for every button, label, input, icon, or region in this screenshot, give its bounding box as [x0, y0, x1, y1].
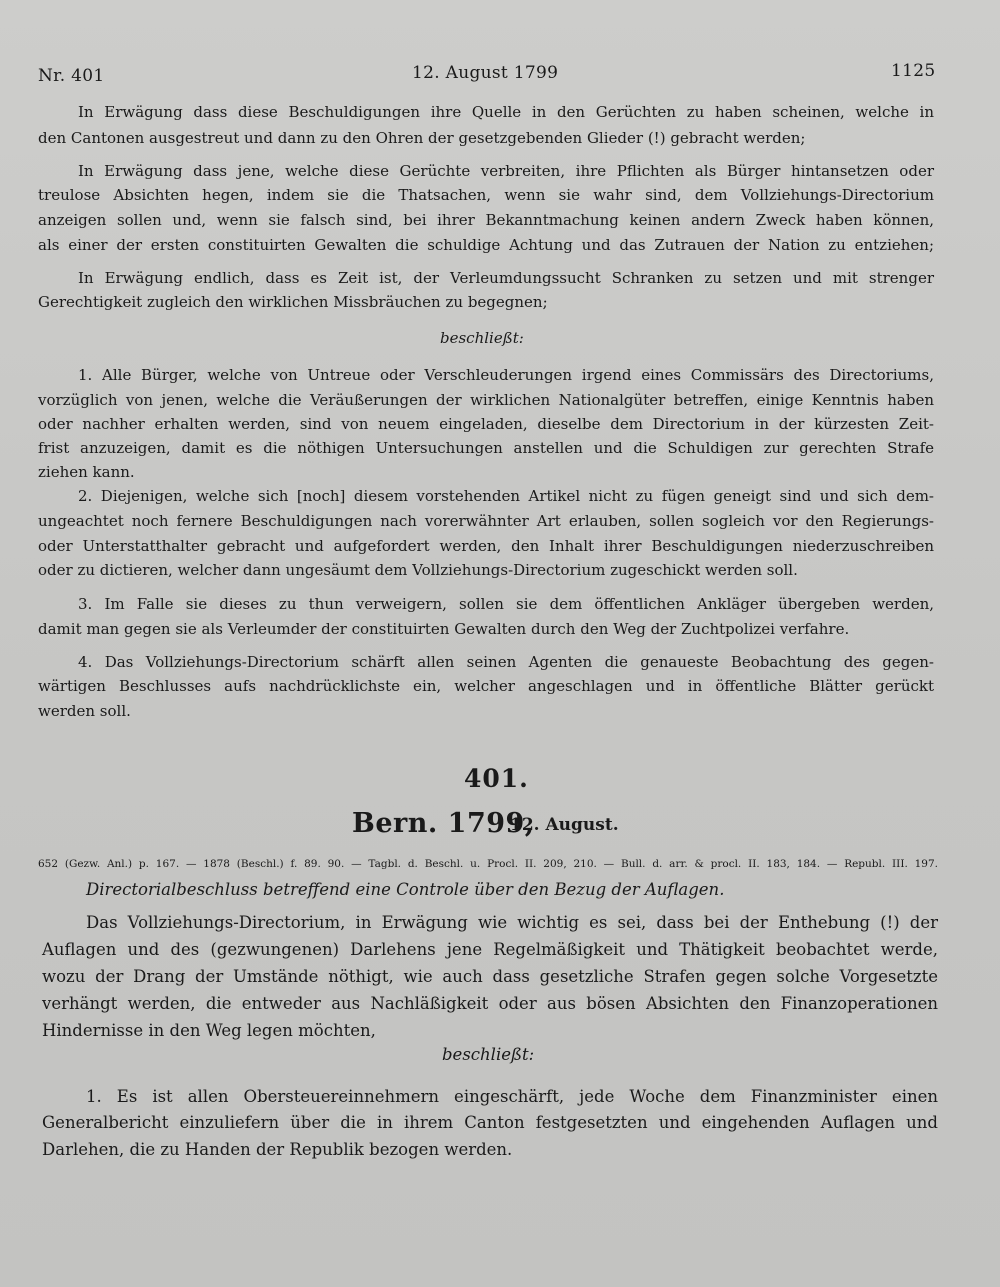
paragraph-line: Generalbericht einzuliefern über die in ihrem Canton festgesetzten und eingehenden Auflagen und — [42, 1113, 938, 1132]
paragraph-line: damit man gegen sie als Verleumder der constituirten Gewalten durch den Weg der Zuchtpolizei verfahre. — [38, 620, 850, 638]
paragraph-line: oder zu dictieren, welcher dann ungesäumt dem Vollziehungs-Directorium zugeschickt werden soll. — [38, 561, 798, 579]
sources-line: 652 (Gezw. Anl.) p. 167. — 1878 (Beschl.) f. 89. 90. — Tagbl. d. Beschl. u. Procl. II. 209, 210. — Bull. d. arr. & procl. II. 183, 184. — Republ. III. 197. — [38, 858, 938, 870]
section-title: Directorialbeschluss betreffend eine Controle über den Bezug der Auflagen. — [86, 880, 725, 899]
paragraph-line: Gerechtigkeit zugleich den wirklichen Missbräuchen zu begegnen; — [38, 293, 548, 311]
paragraph-line: wozu der Drang der Umstände nöthigt, wie auch dass gesetzliche Strafen gegen solche Vorgesetzte — [42, 967, 938, 986]
paragraph-line: oder Unterstatthalter gebracht und aufgefordert werden, den Inhalt ihrer Beschuldigungen niederzuschreiben — [38, 537, 934, 555]
paragraph-line: als einer der ersten constituirten Gewalten die schuldige Achtung und das Zutrauen der Nation zu entziehen; — [38, 236, 934, 254]
paragraph-line: In Erwägung dass jene, welche diese Gerüchte verbreiten, ihre Pflichten als Bürger hintansetzen oder — [78, 162, 934, 180]
paragraph-line: 1. Alle Bürger, welche von Untreue oder Verschleuderungen irgend eines Commissärs des Directoriums, — [78, 366, 934, 384]
paragraph-line: oder nachher erhalten werden, sind von neuem eingeladen, dieselbe dem Directorium in der kürzesten Zeit- — [38, 415, 934, 433]
paragraph-line: 1. Es ist allen Obersteuereinnehmern eingeschärft, jede Woche dem Finanzminister einen — [86, 1087, 938, 1106]
paragraph-line: ungeachtet noch fernere Beschuldigungen nach vorerwähnter Art erlauben, sollen sogleich vor den Regierungs- — [38, 512, 934, 530]
paragraph-line: In Erwägung endlich, dass es Zeit ist, der Verleumdungssucht Schranken zu setzen und mit strenger — [78, 269, 934, 287]
section-place-year: Bern. 1799, — [352, 808, 535, 839]
paragraph-line: Darlehen, die zu Handen der Republik bezogen werden. — [42, 1140, 513, 1159]
resolution-heading: beschließt: — [442, 1045, 535, 1064]
paragraph-line: anzeigen sollen und, wenn sie falsch sind, bei ihrer Bekanntmachung keinen andern Zweck haben können, — [38, 211, 934, 229]
paragraph-line: frist anzuzeigen, damit es die nöthigen Untersuchungen anstellen und die Schuldigen zur gerechten Strafe — [38, 439, 934, 457]
paragraph-line: werden soll. — [38, 702, 131, 720]
section-date: 12. August. — [510, 815, 619, 835]
header-number: Nr. 401 — [38, 66, 105, 86]
paragraph-line: den Cantonen ausgestreut und dann zu den Ohren der gesetzgebenden Glieder (!) gebracht werden; — [38, 129, 806, 147]
paragraph-line: wärtigen Beschlusses aufs nachdrücklichste ein, welcher angeschlagen und in öffentliche Blätter gerückt — [38, 677, 934, 695]
paragraph-line: Das Vollziehungs-Directorium, in Erwägung wie wichtig es sei, dass bei der Enthebung (!) der — [86, 913, 938, 932]
paragraph-line: Auflagen und des (gezwungenen) Darlehens jene Regelmäßigkeit und Thätigkeit beobachtet werde, — [42, 940, 938, 959]
paragraph-line: In Erwägung dass diese Beschuldigungen ihre Quelle in den Gerüchten zu haben scheinen, welche in — [78, 103, 934, 121]
paragraph-line: ziehen kann. — [38, 463, 135, 481]
paragraph-line: 3. Im Falle sie dieses zu thun verweigern, sollen sie dem öffentlichen Ankläger übergeben werden, — [78, 595, 934, 613]
paragraph-line: treulose Absichten hegen, indem sie die Thatsachen, wenn sie wahr sind, dem Vollziehungs-Directorium — [38, 186, 934, 204]
resolution-heading: beschließt: — [440, 329, 524, 347]
header-page-number: 1125 — [891, 61, 936, 81]
paragraph-line: 2. Diejenigen, welche sich [noch] diesem vorstehenden Artikel nicht zu fügen geneigt sind und sich dem- — [78, 487, 934, 505]
paragraph-line: verhängt werden, die entweder aus Nachläßigkeit oder aus bösen Absichten den Finanzoperationen — [42, 994, 938, 1013]
paragraph-line: vorzüglich von jenen, welche die Veräußerungen der wirklichen Nationalgüter betreffen, einige Kenntnis haben — [38, 391, 934, 409]
header-date: 12. August 1799 — [412, 63, 559, 83]
section-number: 401. — [464, 764, 529, 793]
paragraph-line: 4. Das Vollziehungs-Directorium schärft allen seinen Agenten die genaueste Beobachtung des gegen- — [78, 653, 934, 671]
paragraph-line: Hindernisse in den Weg legen möchten, — [42, 1021, 376, 1040]
